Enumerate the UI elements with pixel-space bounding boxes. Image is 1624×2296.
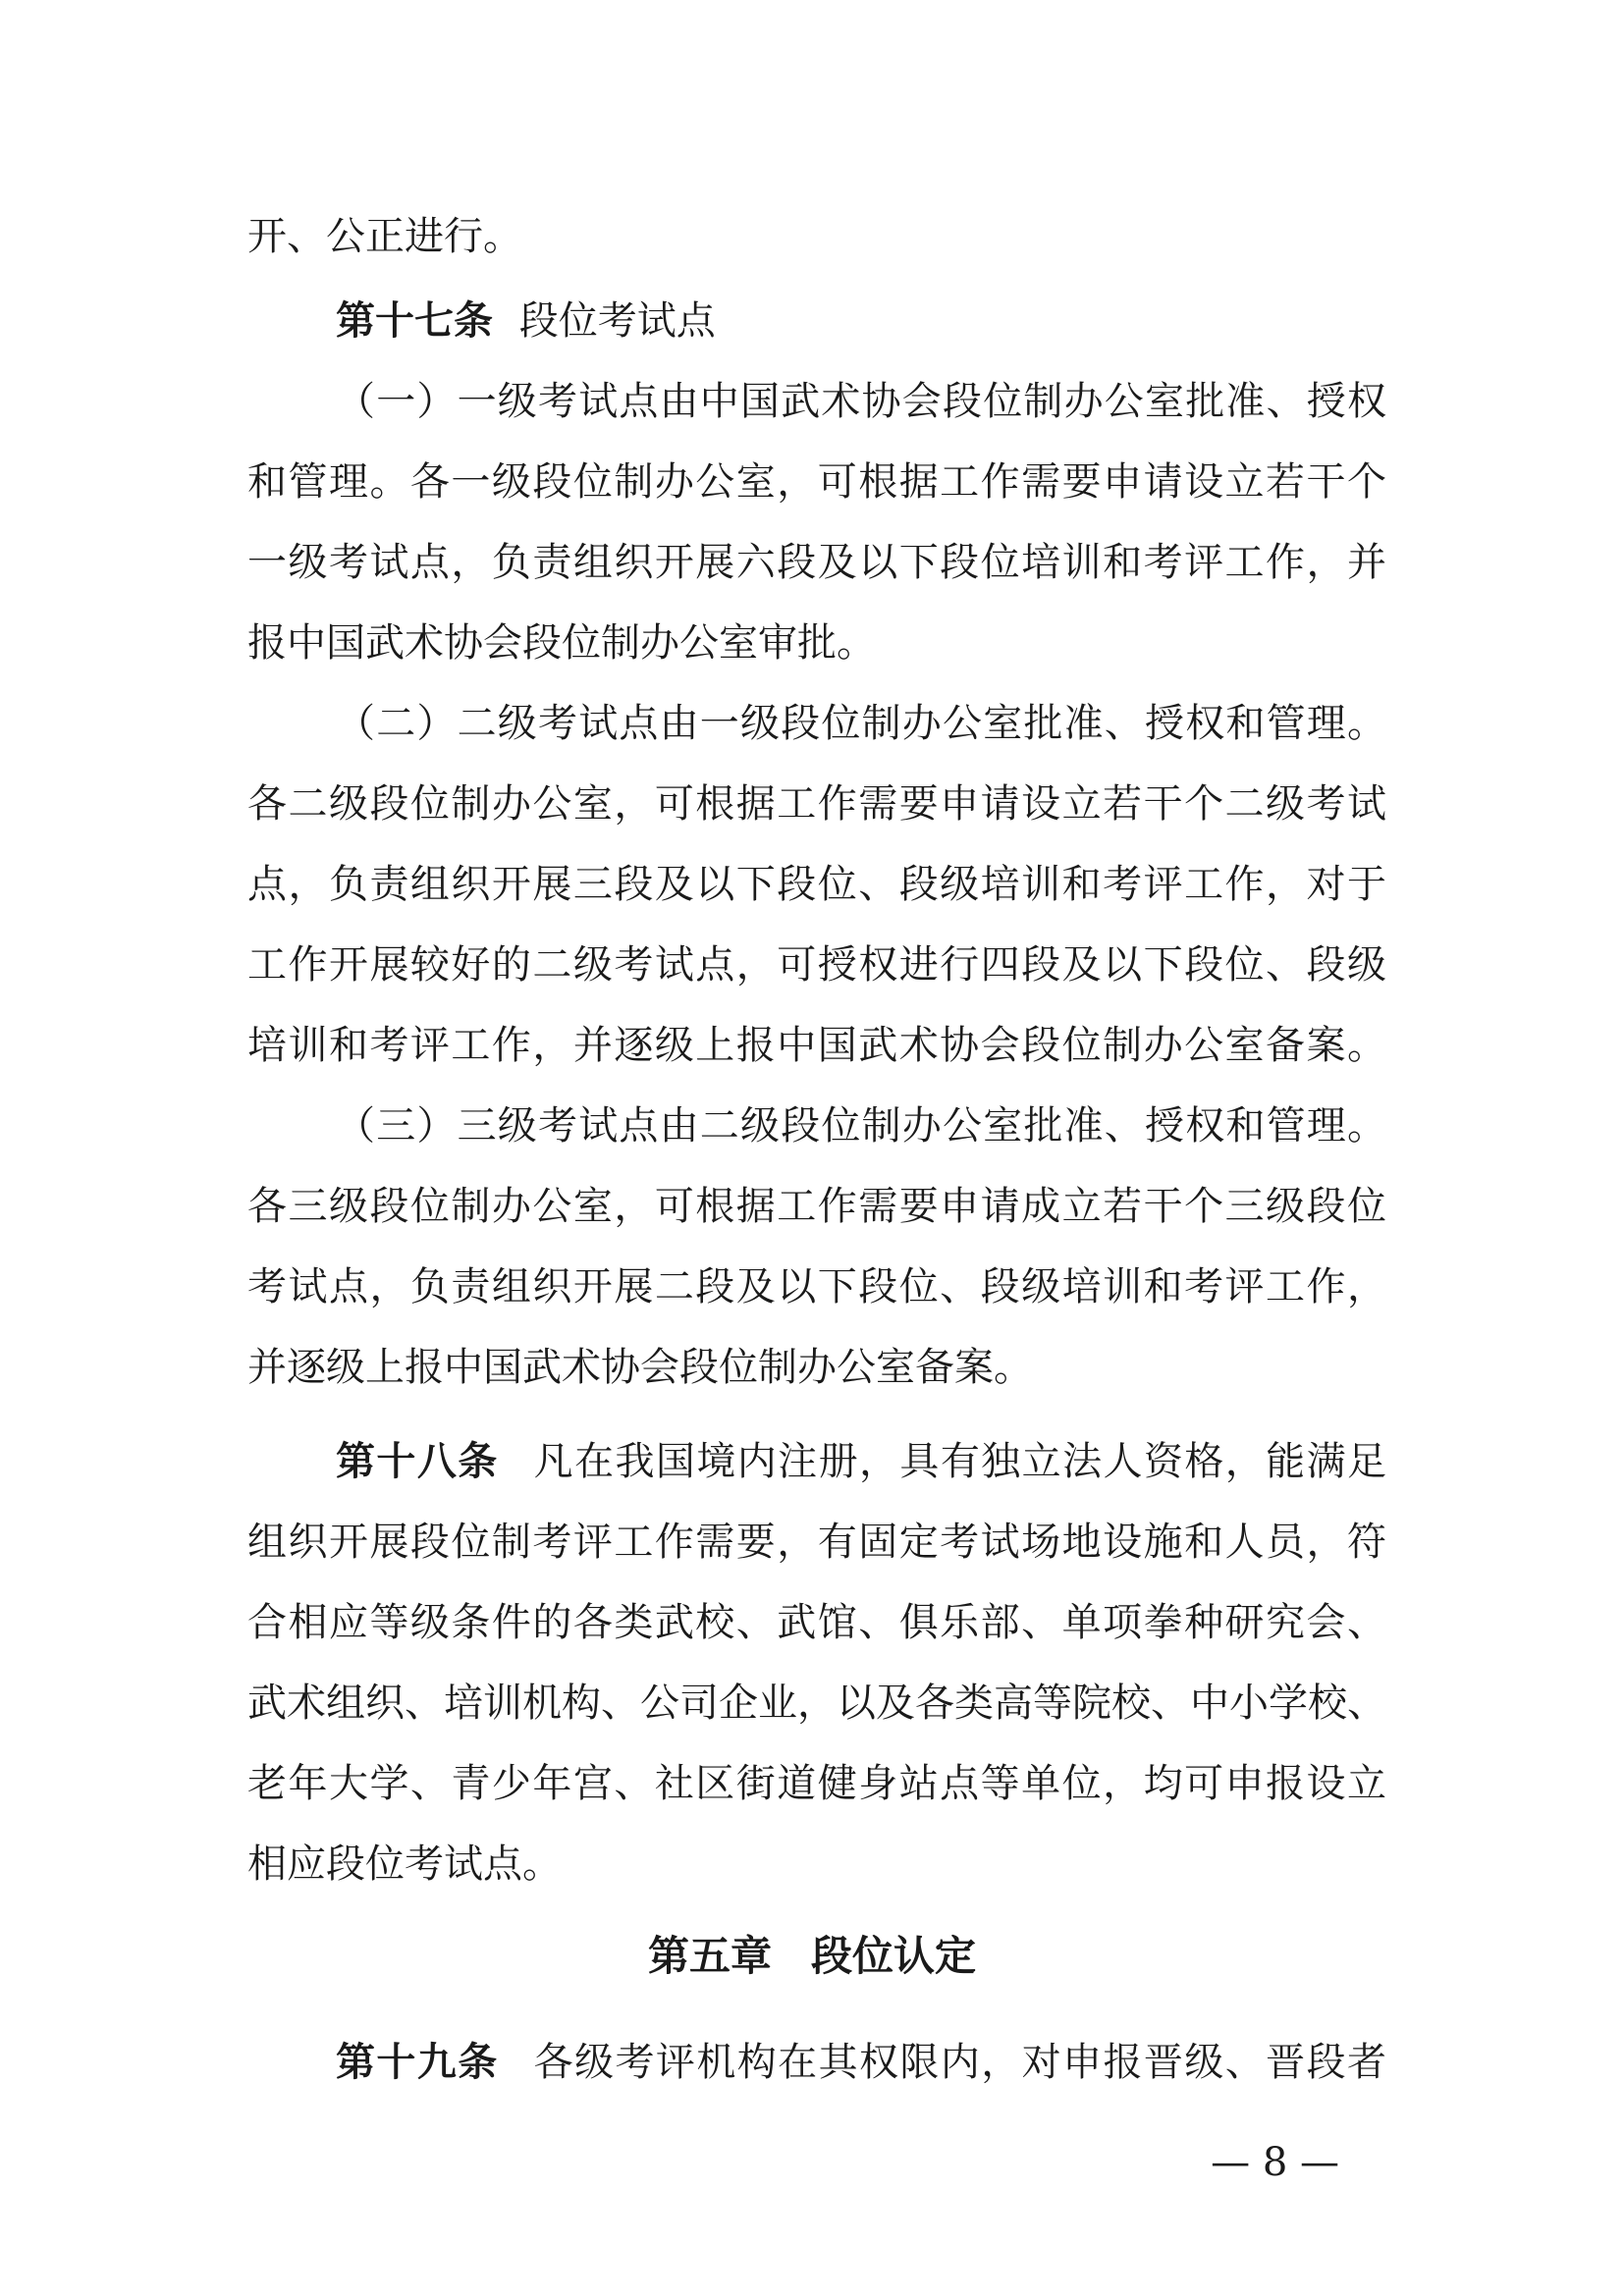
para-line: 并逐级上报中国武术协会段位制办公室备案。: [247, 1345, 1033, 1390]
para-line: 工作开展较好的二级考试点，可授权进行四段及以下段位、段级: [247, 942, 1386, 988]
continuation-line: 开、公正进行。: [247, 214, 522, 259]
para-line: 相应段位考试点。: [247, 1842, 562, 1887]
para-line: 和管理。各一级段位制办公室，可根据工作需要申请设立若干个: [247, 459, 1386, 505]
article-18-first-line: [247, 1421, 1386, 1502]
article-17-label: 第十七条: [336, 298, 493, 344]
article-19: [247, 2022, 1386, 2103]
article-18-label: 第十八条: [336, 1439, 499, 1484]
article-17-heading: [247, 281, 1386, 361]
para-line: 考试点，负责组织开展二段及以下段位、段级培训和考评工作，: [247, 1264, 1386, 1309]
chapter-heading: [0, 1916, 1624, 1997]
chapter-title: 段位认定: [811, 1932, 977, 1980]
para-line: 合相应等级条件的各类武校、武馆、俱乐部、单项拳种研究会、: [247, 1600, 1386, 1645]
para-line: 报中国武术协会段位制办公室审批。: [247, 620, 876, 666]
para-line: （一）一级考试点由中国武术协会段位制办公室批准、授权: [336, 379, 1386, 424]
para-line: 培训和考评工作，并逐级上报中国武术协会段位制办公室备案。: [247, 1023, 1386, 1068]
article-18-text: 凡在我国境内注册，具有独立法人资格，能满足: [533, 1439, 1387, 1484]
para-line: 一级考试点，负责组织开展六段及以下段位培训和考评工作，并: [247, 540, 1386, 585]
article-19-text: 各级考评机构在其权限内，对申报晋级、晋段者: [533, 2040, 1387, 2085]
para-line: 各二级段位制办公室，可根据工作需要申请设立若干个二级考试: [247, 781, 1386, 827]
article-19-label: 第十九条: [336, 2040, 499, 2085]
article-18: [247, 1421, 1386, 1904]
para-line: （三）三级考试点由二级段位制办公室批准、授权和管理。: [336, 1103, 1386, 1148]
article-19-first-line: [247, 2022, 1386, 2103]
para-line: 武术组织、培训机构、公司企业，以及各类高等院校、中小学校、: [247, 1681, 1386, 1726]
page-number: — 8 —: [1211, 2140, 1339, 2185]
para-line: 各三级段位制办公室，可根据工作需要申请成立若干个三级段位: [247, 1184, 1386, 1229]
article-17-title: 段位考试点: [518, 298, 716, 344]
para-line: （二）二级考试点由一级段位制办公室批准、授权和管理。: [336, 701, 1386, 746]
article-17: [247, 196, 1386, 1408]
para-line: 老年大学、青少年宫、社区街道健身站点等单位，均可申报设立: [247, 1761, 1386, 1806]
para-line: 点，负责组织开展三段及以下段位、段级培训和考评工作，对于: [247, 862, 1386, 907]
para-line: 组织开展段位制考评工作需要，有固定考试场地设施和人员，符: [247, 1520, 1386, 1565]
chapter-number: 第五章: [647, 1932, 772, 1980]
